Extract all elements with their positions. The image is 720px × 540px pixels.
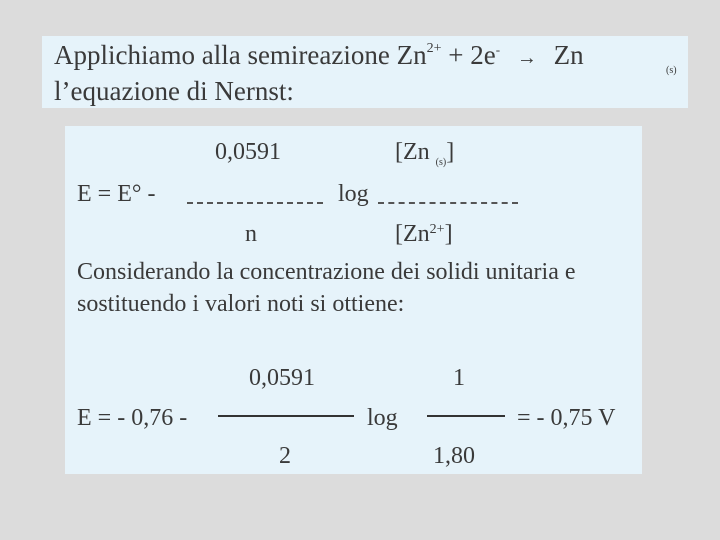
result-numerator: 1 — [453, 365, 465, 391]
result-denominator-conc: 1,80 — [433, 443, 475, 469]
nernst-intro-line: l’equazione di Nernst: — [54, 76, 294, 106]
nernst-fraction-line — [187, 202, 323, 204]
result-coefficient: 0,0591 — [249, 365, 315, 391]
nernst-numerator — [395, 139, 455, 168]
product-state: (s) — [666, 65, 677, 76]
title-panel — [42, 36, 688, 108]
nernst-lhs: E = E° - — [77, 181, 156, 207]
zinc-ion-charge: 2+ — [426, 41, 442, 56]
explanation-line-2: sostituendo i valori noti si ottiene: — [77, 291, 405, 317]
denominator-zn: [Zn — [395, 221, 430, 247]
reaction-arrow-icon: → — [516, 47, 537, 69]
nernst-log: log — [338, 181, 369, 207]
nernst-coefficient: 0,0591 — [215, 139, 281, 165]
result-log: log — [367, 405, 398, 431]
result-denominator-n: 2 — [279, 443, 291, 469]
electrons-term: + 2e — [448, 40, 496, 70]
numerator-zn: [Zn — [395, 139, 430, 165]
denominator-close: ] — [444, 221, 453, 247]
numerator-state: (s) — [435, 157, 447, 168]
half-reaction-line — [54, 42, 584, 69]
result-lhs: E = - 0,76 - — [77, 405, 188, 431]
numerator-close: ] — [446, 139, 455, 165]
denominator-charge: 2+ — [429, 222, 445, 237]
electron-charge: - — [495, 42, 501, 57]
result-value: = - 0,75 V — [517, 405, 616, 431]
nernst-log-fraction-line — [378, 202, 518, 204]
explanation-line-1: Considerando la concentrazione dei solidi unitaria e — [77, 259, 576, 285]
zinc-product: Zn — [553, 40, 584, 70]
equation-panel — [65, 126, 642, 474]
nernst-denominator — [395, 222, 453, 246]
nernst-denominator-n: n — [245, 221, 257, 247]
result-fraction-line — [218, 415, 354, 417]
result-log-fraction-line — [427, 415, 505, 417]
intro-text: Applichiamo alla semireazione Zn — [54, 40, 427, 70]
